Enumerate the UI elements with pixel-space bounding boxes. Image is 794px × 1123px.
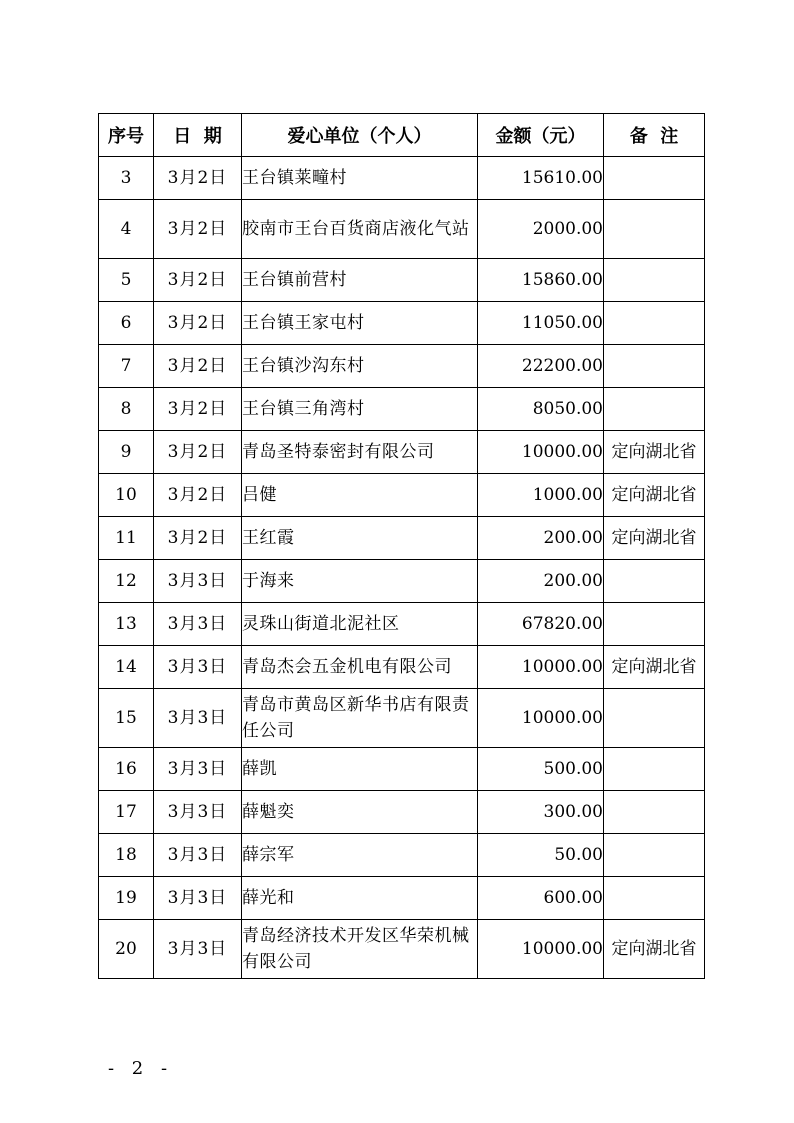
cell-unit: 王台镇莱疃村 bbox=[242, 157, 478, 200]
cell-index: 19 bbox=[99, 877, 154, 920]
cell-index: 14 bbox=[99, 646, 154, 689]
cell-note bbox=[604, 560, 705, 603]
cell-index: 17 bbox=[99, 791, 154, 834]
cell-note bbox=[604, 157, 705, 200]
table-row bbox=[99, 388, 705, 431]
cell-note: 定向湖北省 bbox=[604, 474, 705, 517]
cell-index: 12 bbox=[99, 560, 154, 603]
cell-note bbox=[604, 302, 705, 345]
cell-unit: 薛光和 bbox=[242, 877, 478, 920]
cell-date: 3月2日 bbox=[154, 302, 242, 345]
cell-note bbox=[604, 259, 705, 302]
cell-note bbox=[604, 748, 705, 791]
cell-unit: 于海来 bbox=[242, 560, 478, 603]
cell-date: 3月2日 bbox=[154, 474, 242, 517]
table-row bbox=[99, 791, 705, 834]
cell-index: 13 bbox=[99, 603, 154, 646]
cell-index: 3 bbox=[99, 157, 154, 200]
cell-index: 7 bbox=[99, 345, 154, 388]
cell-date: 3月3日 bbox=[154, 791, 242, 834]
table-row bbox=[99, 877, 705, 920]
table-row bbox=[99, 517, 705, 560]
cell-note: 定向湖北省 bbox=[604, 431, 705, 474]
table-row bbox=[99, 200, 705, 259]
cell-index: 5 bbox=[99, 259, 154, 302]
cell-note bbox=[604, 689, 705, 748]
header-unit: 爱心单位（个人） bbox=[242, 114, 478, 157]
cell-amount: 10000.00 bbox=[478, 646, 604, 689]
cell-index: 8 bbox=[99, 388, 154, 431]
cell-note: 定向湖北省 bbox=[604, 920, 705, 979]
cell-note: 定向湖北省 bbox=[604, 517, 705, 560]
header-note: 备 注 bbox=[604, 114, 705, 157]
cell-unit: 王红霞 bbox=[242, 517, 478, 560]
table-row bbox=[99, 646, 705, 689]
cell-index: 16 bbox=[99, 748, 154, 791]
cell-date: 3月3日 bbox=[154, 646, 242, 689]
cell-date: 3月3日 bbox=[154, 920, 242, 979]
cell-index: 11 bbox=[99, 517, 154, 560]
table-row bbox=[99, 748, 705, 791]
cell-unit: 青岛圣特泰密封有限公司 bbox=[242, 431, 478, 474]
cell-index: 15 bbox=[99, 689, 154, 748]
cell-index: 4 bbox=[99, 200, 154, 259]
cell-date: 3月2日 bbox=[154, 431, 242, 474]
page-number: - 2 - bbox=[108, 1058, 174, 1079]
cell-index: 20 bbox=[99, 920, 154, 979]
cell-amount: 600.00 bbox=[478, 877, 604, 920]
table-header-row bbox=[99, 114, 705, 157]
cell-unit: 胶南市王台百货商店液化气站 bbox=[242, 200, 478, 259]
cell-amount: 15860.00 bbox=[478, 259, 604, 302]
cell-date: 3月2日 bbox=[154, 345, 242, 388]
table-row bbox=[99, 431, 705, 474]
cell-amount: 8050.00 bbox=[478, 388, 604, 431]
cell-date: 3月2日 bbox=[154, 388, 242, 431]
cell-unit: 青岛经济技术开发区华荣机械有限公司 bbox=[242, 920, 478, 979]
cell-date: 3月2日 bbox=[154, 259, 242, 302]
cell-amount: 15610.00 bbox=[478, 157, 604, 200]
cell-amount: 2000.00 bbox=[478, 200, 604, 259]
cell-index: 18 bbox=[99, 834, 154, 877]
cell-note: 定向湖北省 bbox=[604, 646, 705, 689]
cell-date: 3月2日 bbox=[154, 157, 242, 200]
cell-date: 3月3日 bbox=[154, 877, 242, 920]
cell-unit: 青岛杰会五金机电有限公司 bbox=[242, 646, 478, 689]
header-index: 序号 bbox=[99, 114, 154, 157]
cell-unit: 青岛市黄岛区新华书店有限责任公司 bbox=[242, 689, 478, 748]
cell-amount: 10000.00 bbox=[478, 431, 604, 474]
cell-amount: 11050.00 bbox=[478, 302, 604, 345]
cell-date: 3月3日 bbox=[154, 603, 242, 646]
cell-unit: 薛魁奕 bbox=[242, 791, 478, 834]
cell-date: 3月3日 bbox=[154, 834, 242, 877]
cell-note bbox=[604, 603, 705, 646]
cell-note bbox=[604, 200, 705, 259]
cell-date: 3月3日 bbox=[154, 560, 242, 603]
cell-unit: 王台镇沙沟东村 bbox=[242, 345, 478, 388]
cell-amount: 200.00 bbox=[478, 517, 604, 560]
table-row bbox=[99, 259, 705, 302]
cell-date: 3月2日 bbox=[154, 517, 242, 560]
cell-unit: 王台镇三角湾村 bbox=[242, 388, 478, 431]
cell-note bbox=[604, 345, 705, 388]
cell-unit: 灵珠山街道北泥社区 bbox=[242, 603, 478, 646]
table-row bbox=[99, 302, 705, 345]
cell-note bbox=[604, 877, 705, 920]
cell-unit: 王台镇王家屯村 bbox=[242, 302, 478, 345]
table-row bbox=[99, 603, 705, 646]
cell-amount: 1000.00 bbox=[478, 474, 604, 517]
table-body bbox=[99, 157, 705, 979]
cell-index: 9 bbox=[99, 431, 154, 474]
table-row bbox=[99, 474, 705, 517]
table-row bbox=[99, 157, 705, 200]
cell-amount: 10000.00 bbox=[478, 689, 604, 748]
table-row bbox=[99, 689, 705, 748]
table-row bbox=[99, 560, 705, 603]
cell-amount: 300.00 bbox=[478, 791, 604, 834]
header-amount: 金额（元） bbox=[478, 114, 604, 157]
cell-note bbox=[604, 834, 705, 877]
cell-index: 6 bbox=[99, 302, 154, 345]
cell-amount: 50.00 bbox=[478, 834, 604, 877]
cell-index: 10 bbox=[99, 474, 154, 517]
cell-amount: 200.00 bbox=[478, 560, 604, 603]
cell-note bbox=[604, 791, 705, 834]
cell-unit: 吕健 bbox=[242, 474, 478, 517]
cell-unit: 王台镇前营村 bbox=[242, 259, 478, 302]
cell-unit: 薛凯 bbox=[242, 748, 478, 791]
cell-amount: 67820.00 bbox=[478, 603, 604, 646]
cell-unit: 薛宗军 bbox=[242, 834, 478, 877]
donation-table bbox=[98, 113, 705, 979]
table-row bbox=[99, 920, 705, 979]
cell-amount: 500.00 bbox=[478, 748, 604, 791]
cell-date: 3月3日 bbox=[154, 748, 242, 791]
cell-note bbox=[604, 388, 705, 431]
cell-amount: 10000.00 bbox=[478, 920, 604, 979]
cell-date: 3月3日 bbox=[154, 689, 242, 748]
cell-date: 3月2日 bbox=[154, 200, 242, 259]
cell-amount: 22200.00 bbox=[478, 345, 604, 388]
table-row bbox=[99, 345, 705, 388]
table-row bbox=[99, 834, 705, 877]
header-date: 日 期 bbox=[154, 114, 242, 157]
